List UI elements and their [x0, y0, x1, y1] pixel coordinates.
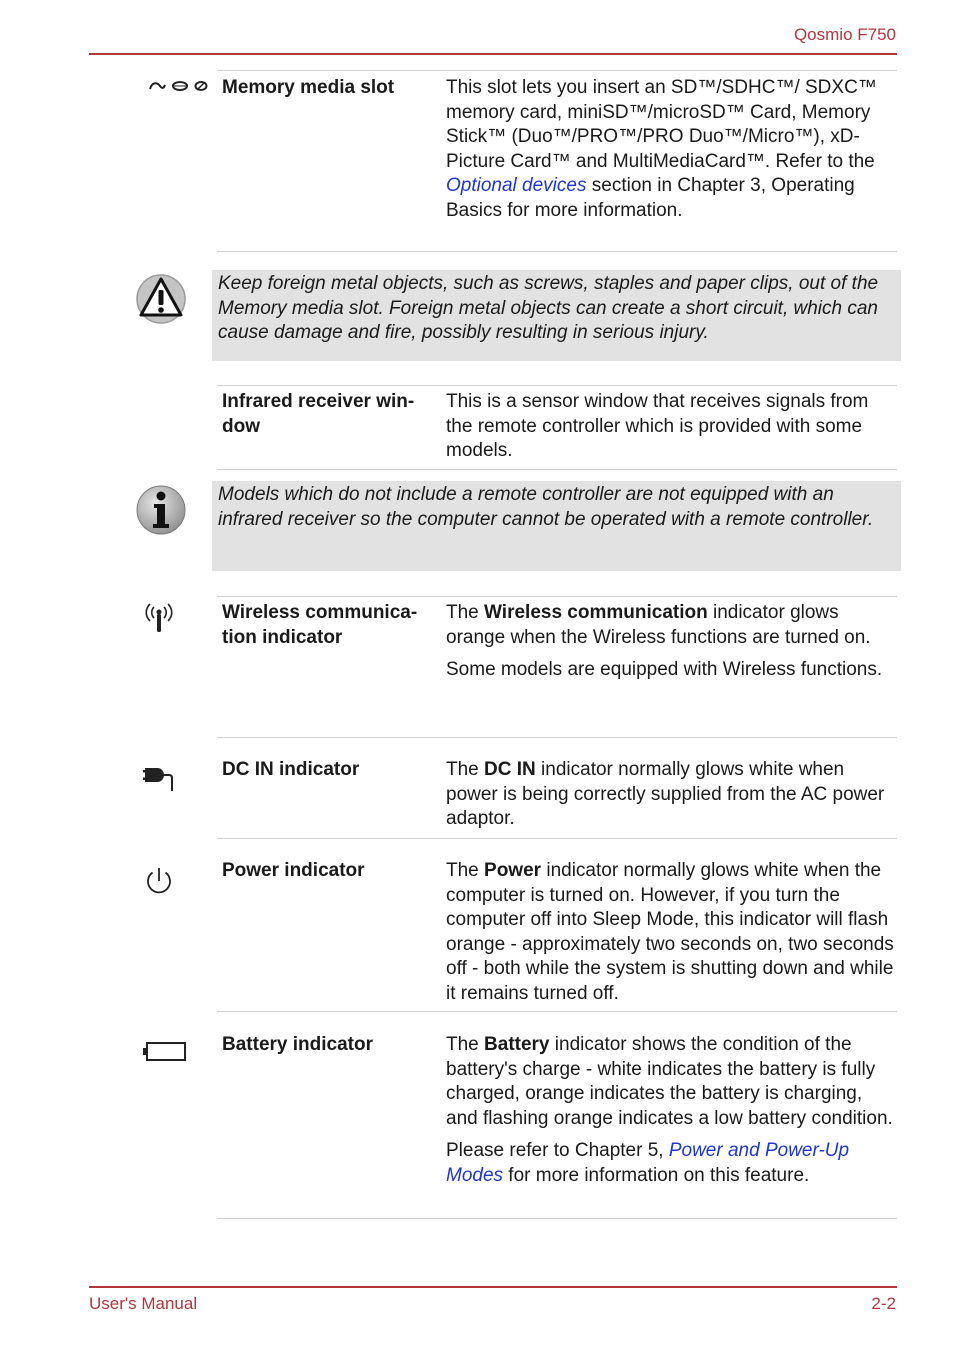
desc-text: The [446, 1034, 485, 1055]
term-power-indicator: Power indicator [222, 860, 365, 881]
page-number: 2-2 [871, 1294, 896, 1313]
desc-bold: Battery [484, 1034, 550, 1055]
term-wireless-indicator: Wireless communica- tion indicator [222, 602, 418, 648]
table-divider [217, 1218, 897, 1219]
header-rule [89, 53, 897, 55]
desc-text: This slot lets you insert an SD™/SDHC™/ SDXC™ memory card, miniSD™/microSD™ Card, Memory Stick™ (Duo™/PRO™/PRO Duo™/Micro™), xD-Picture Card™ and MultiMediaCard™. Refer to the [446, 77, 877, 172]
desc-text: indicator shows the condition of the battery's charge - white indicates the battery is fully charged, orange indicates the battery is charging, and flashing orange indicates a low battery condition. [446, 1034, 893, 1129]
desc-text: The [446, 759, 485, 780]
desc-text: This is a sensor window that receives signals from the remote controller which is provided with some models. [446, 391, 869, 461]
desc-bold: Power [484, 860, 542, 881]
term-infrared-receiver: Infrared receiver win- dow [222, 391, 415, 437]
header-title: Qosmio F750 [793, 25, 896, 44]
desc-text: Please refer to Chapter 5, [446, 1140, 669, 1161]
info-icon [135, 484, 187, 536]
desc-text: The [446, 860, 485, 881]
footer-rule [89, 1286, 897, 1288]
desc-text: indicator glows orange when the Wireless functions are turned on. [446, 602, 871, 648]
desc-infrared-receiver [446, 390, 894, 472]
warning-note: Keep foreign metal objects, such as screws, staples and paper clips, out of the Memory media slot. Foreign metal objects can create a short circuit, which can cause damage and fire, possibly resulting in serious injury. [212, 270, 901, 361]
table-divider [217, 596, 897, 597]
desc-memory-media-slot [446, 76, 894, 231]
footer-manual-title: User's Manual [89, 1294, 198, 1313]
term-dc-in-indicator: DC IN indicator [222, 759, 360, 780]
desc-text: The [446, 602, 485, 623]
dc-in-plug-icon [143, 764, 177, 794]
desc-dc-in-indicator [446, 758, 894, 840]
desc-text: Some models are equipped with Wireless functions. [446, 659, 883, 680]
table-divider [217, 838, 897, 839]
desc-wireless-indicator [446, 601, 894, 691]
table-divider [217, 1011, 897, 1012]
power-icon [143, 865, 175, 897]
desc-text: indicator normally glows white when the computer is turned on. However, if you turn the computer off into Sleep Mode, this indicator will flash orange - approximately two seconds on, two seconds off - both while the system is shutting down and while it remains turned off. [446, 860, 894, 1004]
info-note: Models which do not include a remote controller are not equipped with an infrared receiver so the computer cannot be operated with a remote controller. [212, 481, 901, 571]
desc-text: indicator normally glows white when power is being correctly supplied from the AC power adaptor. [446, 759, 885, 829]
table-divider [217, 385, 897, 386]
battery-icon [142, 1040, 188, 1064]
desc-bold: Wireless communication [484, 602, 708, 623]
desc-power-indicator [446, 859, 894, 1014]
term-battery-indicator: Battery indicator [222, 1034, 373, 1055]
table-divider [217, 737, 897, 738]
term-memory-media-slot: Memory media slot [222, 77, 395, 98]
warning-icon [135, 273, 187, 325]
optional-devices-link[interactable]: Optional devices [446, 175, 587, 196]
desc-text: section in Chapter 3, Operating Basics for more information. [446, 175, 855, 221]
table-divider [217, 469, 897, 470]
wireless-antenna-icon [143, 602, 175, 636]
table-divider [217, 251, 897, 252]
desc-bold: DC IN [484, 759, 536, 780]
desc-text: for more information on this feature. [503, 1164, 810, 1186]
table-divider [217, 70, 897, 71]
power-modes-link[interactable]: Power and Power-Up Modes [446, 1140, 850, 1186]
desc-battery-indicator [446, 1033, 894, 1196]
memory-card-logos-icon [148, 79, 208, 93]
